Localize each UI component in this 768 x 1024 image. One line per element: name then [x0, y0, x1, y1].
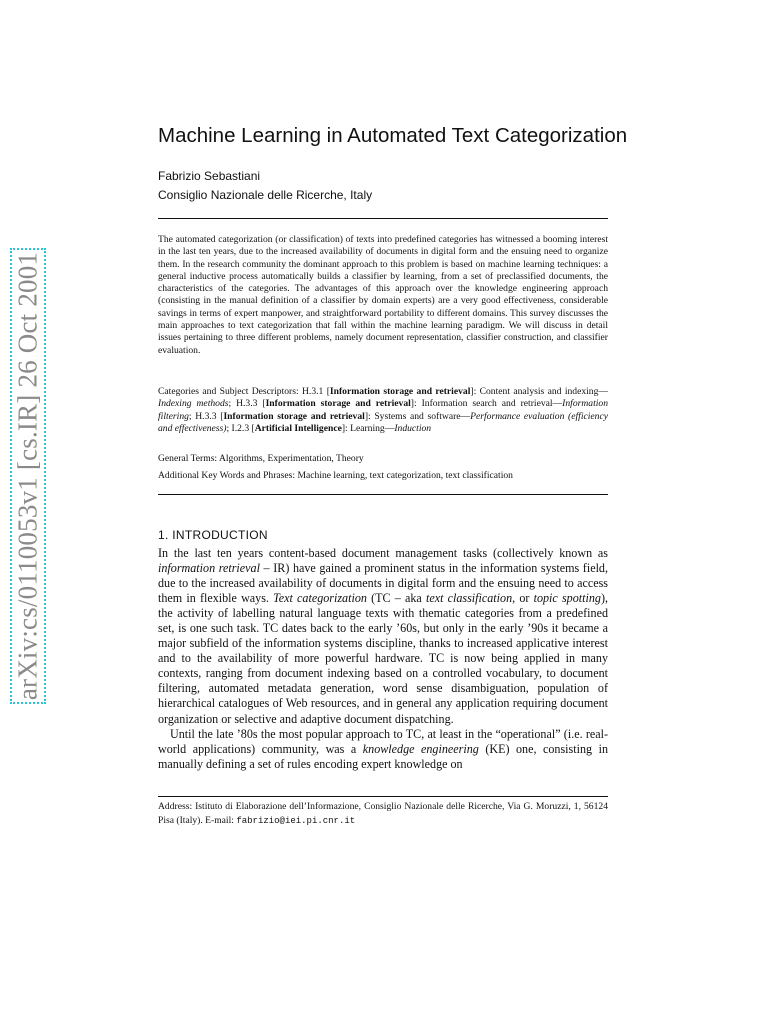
- paragraph: [158, 546, 608, 727]
- paper-title: Machine Learning in Automated Text Categorization: [158, 124, 628, 147]
- descriptors-text: ; H.3.3 [: [228, 398, 266, 410]
- body-italic: text classification: [425, 591, 513, 606]
- arxiv-stamp: [10, 248, 46, 704]
- body-span: Until the late ’80s the most popular approach to TC, at least in the “operational” (i.e. real-world applications) community, was a: [158, 726, 608, 756]
- descriptor-bold: Information storage and retrieval: [329, 386, 471, 397]
- body-span: (TC – aka: [366, 591, 426, 606]
- body-span: In the last ten years content-based document management tasks (collectively known as: [158, 546, 608, 560]
- descriptor-italic: Information filtering: [158, 398, 608, 422]
- abstract-divider: [158, 494, 608, 495]
- descriptor-bold: Artificial Intelligence: [254, 422, 342, 434]
- paragraph: [158, 727, 608, 772]
- descriptors-text: ]: Learning—: [341, 422, 395, 434]
- descriptors-text: ]: Information search and retrieval—: [410, 398, 563, 410]
- descriptor-italic: Induction: [394, 422, 432, 434]
- subject-descriptors: [158, 386, 608, 435]
- body-italic: Text categorization: [273, 591, 367, 606]
- descriptors-text: ; I.2.3 [: [226, 422, 255, 434]
- body-span: ), the activity of labelling natural language texts with thematic categories from a predefined set, is one such task. TC dates back to the early ’60s, but only in the early ’90s it became a major subfield of the information systems discipline, thanks to increased applicative interest and to the availability of more powerful hardware. TC is now being applied in many contexts, ranging from document indexing based on a controlled vocabulary, to document filtering, automated metadata generation, word sense disambiguation, population of hierarchical catalogues of Web resources, and in general any application requiring document organization or selective and adaptive document dispatching.: [158, 591, 608, 726]
- body-span: , or: [512, 591, 534, 606]
- body-italic: information retrieval: [158, 561, 260, 576]
- descriptors-text: ; H.3.3 [: [188, 410, 224, 422]
- author-affiliation: Consiglio Nazionale delle Ricerche, Italy: [158, 188, 373, 202]
- body-span: (KE) one, consisting in manually defining a set of rules encoding expert knowledge on: [158, 741, 608, 771]
- address-text: Address: Istituto di Elaborazione dell’Informazione, Consiglio Nazionale delle Ricerche, Via G. Moruzzi, 1, 56124 Pisa (Italy). E-mail:: [158, 801, 608, 826]
- descriptors-text: ]: Systems and software—: [364, 410, 471, 422]
- body-italic: topic spotting: [533, 591, 601, 606]
- descriptor-bold: Information storage and retrieval: [223, 410, 365, 422]
- descriptor-italic: Performance evaluation (efficiency and effectiveness): [158, 410, 608, 434]
- descriptors-text: Categories and Subject Descriptors: H.3.1 [: [158, 386, 330, 397]
- email-address[interactable]: fabrizio@iei.pi.cnr.it: [236, 815, 356, 826]
- descriptor-italic: Indexing methods: [158, 398, 229, 410]
- body-span: – IR) have gained a prominent status in the information systems field, due to the increased availability of documents in digital form and the ensuing need to access them in flexible ways.: [158, 561, 608, 606]
- arxiv-identifier[interactable]: arXiv:cs/0110053v1 [cs.IR] 26 Oct 2001: [12, 251, 43, 701]
- header-divider: [158, 218, 608, 219]
- introduction-body: [158, 546, 608, 772]
- author-name: Fabrizio Sebastiani: [158, 169, 261, 183]
- descriptors-text: ]: Content analysis and indexing—: [470, 386, 608, 397]
- footnote-divider: [158, 796, 608, 797]
- footnote-address: [158, 800, 608, 828]
- section-heading-introduction: 1. INTRODUCTION: [158, 528, 268, 542]
- general-terms: General Terms: Algorithms, Experimentation, Theory: [158, 453, 364, 464]
- abstract: The automated categorization (or classification) of texts into predefined categories has witnessed a booming interest in the last ten years, due to the increased availability of documents in digital form and the ensuing need to organize them. In the research community the dominant approach to this problem is based on machine learning techniques: a general inductive process automatically builds a classifier by learning, from a set of preclassified documents, the characteristics of the categories. The advantages of this approach over the knowledge engineering approach (consisting in the manual definition of a classifier by domain experts) are a very good effectiveness, considerable savings in terms of expert manpower, and straightforward portability to different domains. This survey discusses the main approaches to text categorization that fall within the machine learning paradigm. We will discuss in detail issues pertaining to three different problems, namely document representation, classifier construction, and classifier evaluation.: [158, 234, 608, 356]
- keywords: Additional Key Words and Phrases: Machine learning, text categorization, text classification: [158, 470, 513, 481]
- descriptor-bold: Information storage and retrieval: [265, 398, 411, 410]
- body-italic: knowledge engineering: [362, 741, 479, 756]
